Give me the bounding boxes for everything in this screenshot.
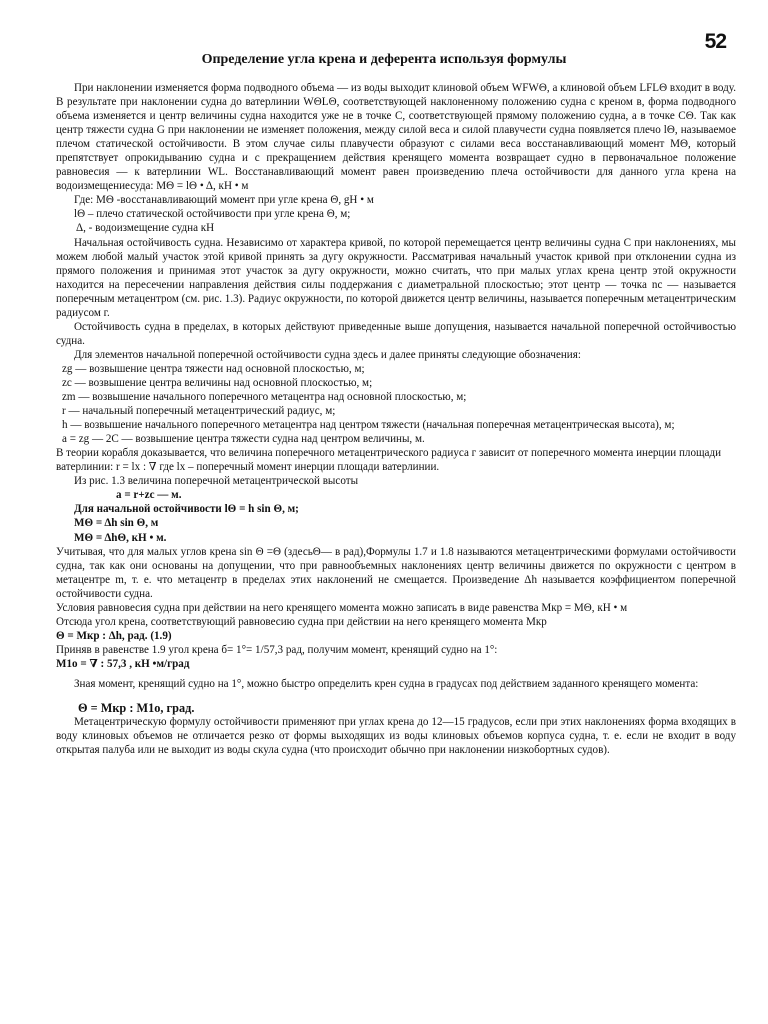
- paragraph-metacentric-formulas: Учитывая, что для малых углов крена sin Θ =Θ (здесьΘ— в рад),Формулы 1.7 и 1.8 называются метацентрическими формулами остойчивости судна, так как они основаны на допущении, что при равнообъемных наклонениях центр величины движется по окружности с центром в метацентре m, т. е. что метацентр в пределах этих наклонений не смещается. Произведение Δh называется коэффициентом поперечной остойчивости судна.: [56, 545, 736, 600]
- paragraph-figure-ref: Из рис. 1.3 величина поперечной метацентрической высоты: [74, 475, 359, 488]
- paragraph-notation-intro: Для элементов начальной поперечной остойчивости судна здесь и далее приняты следующие обозначения:: [74, 348, 581, 361]
- paragraph-formula-applicability: Метацентрическую формулу остойчивости применяют при углах крена до 12—15 градусов, если при этих наклонениях форма входящих в воду клиновых объемов не отличается резко от формы выходящих из воды клиновых объемов корпуса судна, т. е. если не входит в воду открытая палуба или не выходит из воды скула судна (что происходит обычно при наклонении низкобортных судов).: [56, 716, 736, 757]
- formula-moment-theta: MΘ = ΔhΘ, кН • м.: [74, 531, 167, 544]
- formula-a: a = r+zc — м.: [116, 489, 182, 502]
- page-title: Определение угла крена и деферента используя формулы: [201, 52, 567, 67]
- formula-heel-degrees: Θ = Мкр : М1o, град.: [78, 701, 195, 716]
- paragraph-heeling-intro: При наклонении изменяется форма подводного объема — из воды выходит клиновой объем WFWΘ, а клиновой объем LFLΘ входит в воду. В результате при наклонении судна до ватерлинии WΘLΘ, соответствующей наклоненному положению судна с креном в, форма подводного объема изменяется и центр величины судна находится уже не в точке С, соответствующей прямому положению судна, а в точке СΘ. Так как центр тяжести судна G при наклонении не изменяет положения, между силой веса и силой плавучести судна появляется плечо lΘ, называемое плечом статической остойчивости. В этом случае силы плавучести образуют с силами веса восстанавливающий момент МΘ, который препятствует опрокидыванию судна и с прекращением действия кренящего момента возвращает судно в первоначальное положение равновесия — к ватерлинии WL. Восстанавливающий момент равен произведению плеча остойчивости для данного угла крена на водоизмещениесуда: MΘ = lΘ • Δ, кН • м: [56, 82, 736, 193]
- formula-initial-lever: Для начальной остойчивости lΘ = h sin Θ, м;: [74, 503, 299, 516]
- formula-one-degree-moment: M1o = ∇ : 57,3 , кН •м/град: [56, 657, 190, 670]
- page-number: 52: [704, 30, 726, 53]
- notation-h: h — возвышение начального поперечного метацентра над центром тяжести (начальная поперечная метацентрическая высота), м;: [62, 419, 675, 432]
- formula-heel-angle: Θ = Мкр : Δh, рад. (1.9): [56, 629, 172, 642]
- formula-moment-sin: MΘ = Δh sin Θ, м: [74, 517, 159, 530]
- formula-note-displacement: Δ, - водоизмещение судна кН: [76, 222, 215, 235]
- paragraph-known-moment: Зная момент, кренящий судно на 1°, можно быстро определить крен судна в градусах под действием заданного кренящего момента:: [74, 677, 699, 690]
- notation-zg: zg — возвышение центра тяжести над основной плоскостью, м;: [62, 362, 365, 375]
- formula-note-moment: Где: MΘ -восстанавливающий момент при угле крена Θ, gH • м: [74, 194, 374, 207]
- paragraph-one-degree: Приняв в равенстве 1.9 угол крена б= 1°= 1/57,3 рад, получим момент, кренящий судно на 1°:: [56, 643, 498, 656]
- paragraph-metacentric-radius: В теории корабля доказывается, что величина поперечного метацентрического радиуса г зависит от поперечного момента инерции площади ватерлинии: r = lx : ∇ где lx – поперечный момент инерции площади ватерлинии.: [56, 447, 722, 474]
- paragraph-stability-definition: Остойчивость судна в пределах, в которых действуют приведенные выше допущения, называется начальной поперечной остойчивостью судна.: [56, 320, 736, 347]
- paragraph-equilibrium: Условия равновесия судна при действии на него кренящего момента можно записать в виде равенства Мкр = MΘ, кН • м: [56, 601, 628, 614]
- notation-zc: zc — возвышение центра величины над основной плоскостью, м;: [62, 376, 373, 389]
- document-body: [56, 81, 736, 757]
- notation-r: r — начальный поперечный метацентрический радиус, м;: [62, 405, 336, 418]
- notation-a: a = zg — 2C — возвышение центра тяжести судна над центром величины, м.: [62, 433, 425, 446]
- paragraph-heel-angle: Отсюда угол крена, соответствующий равновесию судна при действии на него кренящего момента Мкр: [56, 615, 547, 628]
- notation-zm: zm — возвышение начального поперечного метацентра над основной плоскостью, м;: [62, 391, 467, 404]
- paragraph-initial-stability: Начальная остойчивость судна. Независимо от характера кривой, по которой перемещается центр величины судна С при наклонениях, мы можем любой малый участок этой кривой принять за дугу окружности. Рассматривая начальный участок кривой при отклонении судна из прямого положения и принимая этот участок за дугу окружности, можно считать, что при малых углах крена центр этой окружности находится на пересечении направления действия силы поддержания с диаметральной плоскостью; этот центр — точка nc — называется поперечным метацентром (см. рис. 1.3). Радиус окружности, по которой движется центр величины, называется поперечным метацентрическим радиусом г.: [56, 236, 736, 319]
- formula-note-lever: lΘ – плечо статической остойчивости при угле крена Θ, м;: [74, 208, 351, 221]
